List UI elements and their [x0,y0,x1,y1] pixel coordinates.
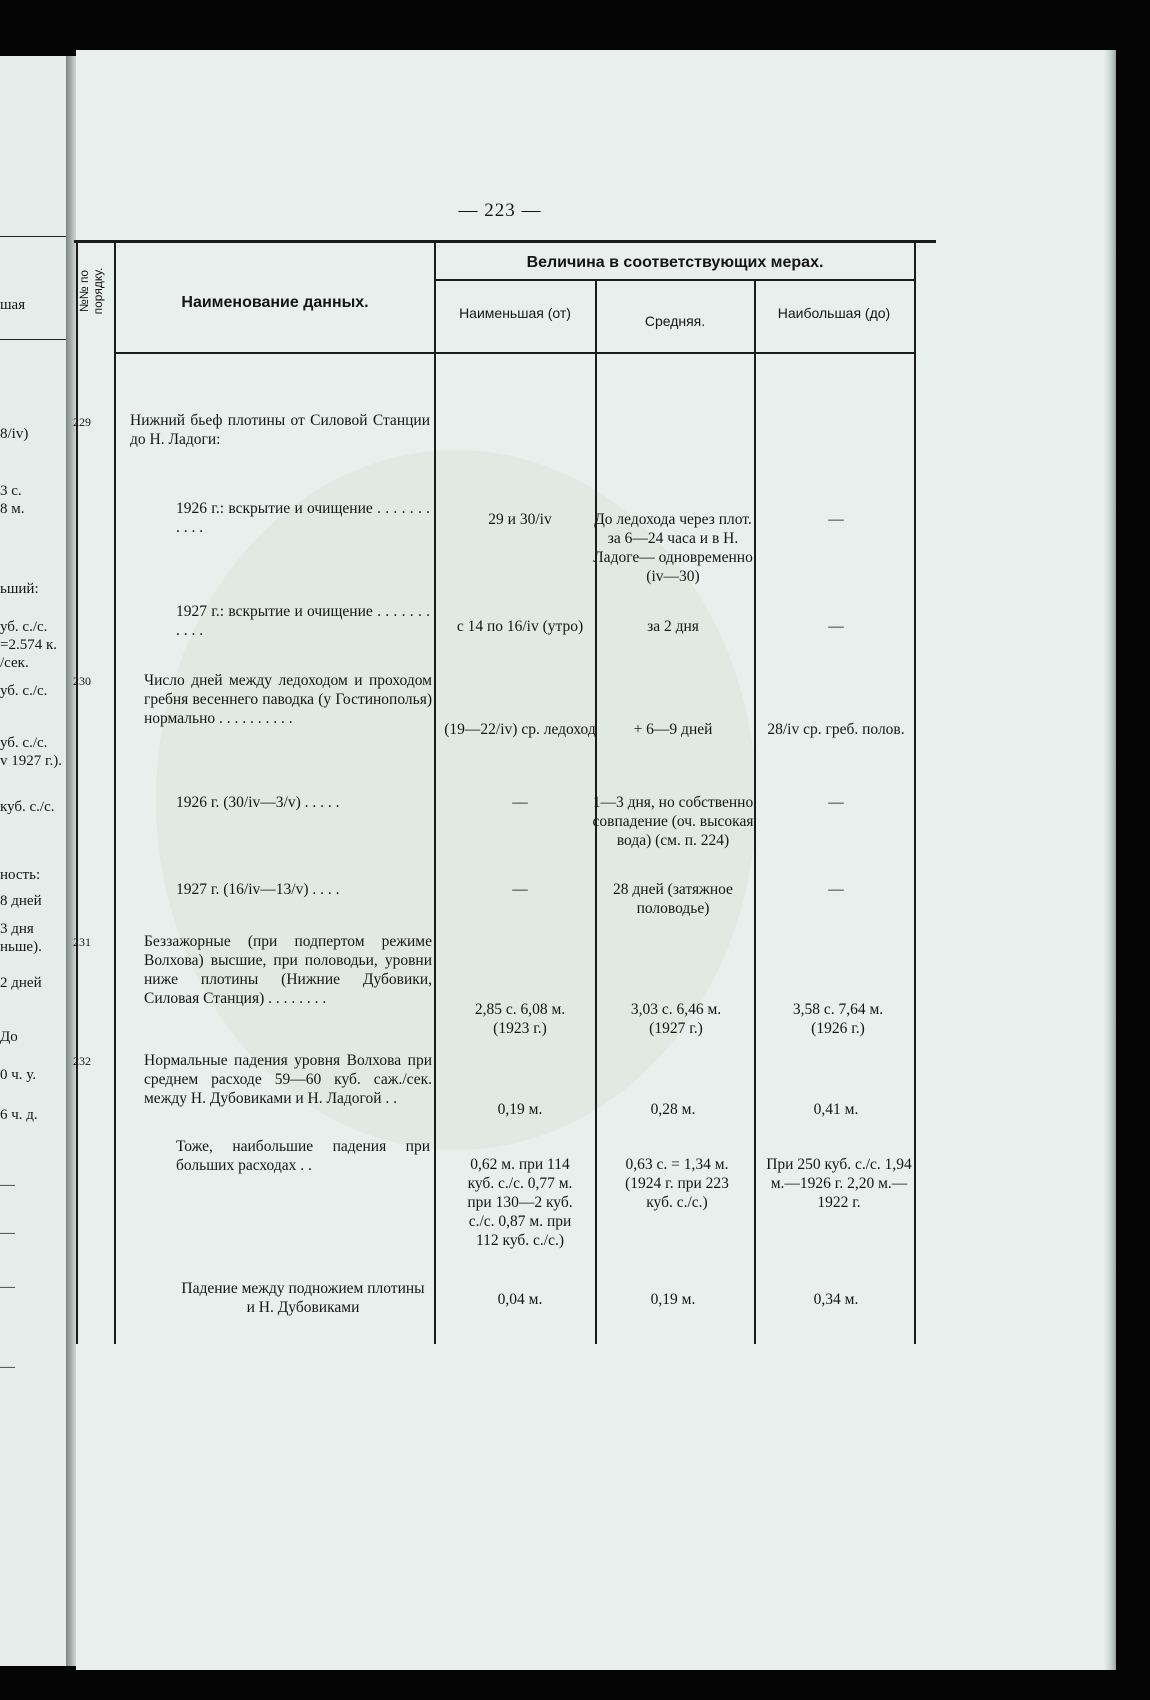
row-number: 232 [73,1054,91,1068]
row-max: При 250 куб. с./с. 1,94 м.—1926 г. 2,20 м.—1922 г. [766,1156,912,1211]
row-avg: 0,19 м. [650,1291,696,1308]
row-min: (19—22/iv) ср. ледоход [444,721,596,738]
row-name: Нижний бьеф плотины от Силовой Станции до Н. Ладоги: [130,412,430,448]
left-fragment: 3 с. [0,483,22,499]
left-fragment: уб. с./с. [0,683,48,699]
left-fragment: 8 дней [0,893,42,909]
row-max: 0,41 м. [813,1101,859,1118]
left-fragment: уб. с./с. [0,619,48,635]
left-fragment: куб. с./с. [0,799,55,815]
row-avg: 0,63 с. = 1,34 м. (1924 г. при 223 куб. с./с.) [625,1156,729,1211]
row-avg: 1—3 дня, но собственно совпадение (оч. высокая вода) (см. п. 224) [592,794,754,849]
row-min: 2,85 с. 6,08 м. (1923 г.) [474,1001,566,1037]
group-header: Величина в соответствующих мерах. [526,254,824,271]
row-max: — [828,881,844,898]
row-min: 0,04 м. [497,1291,543,1308]
page-edge [1104,50,1116,1670]
min-header: Наименьшая (от) [459,305,571,321]
name-header: Наименование данных. [181,294,369,311]
row-avg: До ледохода через плот. за 6—24 часа и в Н. Ладоге— одновременно (iv—30) [593,511,753,585]
left-fragment: шая [0,297,26,313]
row-max: — [828,794,844,811]
max-header: Наибольшая (до) [777,305,891,321]
row-number-header: №№ по порядку. [77,267,105,315]
left-page-fragment [0,56,68,1666]
row-number: 230 [73,674,91,688]
left-fragment: ьший: [0,581,39,597]
left-fragment: ньше). [0,939,42,955]
row-max: — [828,618,844,635]
avg-header: Средняя. [644,313,706,329]
left-fragment: v 1927 г.). [0,753,62,769]
row-max: 28/iv ср. греб. полов. [767,721,905,738]
row-name: Тоже, наибольшие падения при больших расходах . . [176,1138,430,1174]
row-max: 0,34 м. [813,1291,859,1308]
left-fragment: 8/iv) [0,426,29,442]
row-max: 3,58 с. 7,64 м. (1926 г.) [792,1001,884,1037]
left-fragment: =2.574 к. [0,637,57,653]
left-fragment: 8 м. [0,501,25,517]
row-name: Нормальные падения уровня Волхова при среднем расходе 59—60 куб. саж./сек. между Н. Дубовиками и Н. Ладогой . . [144,1052,432,1107]
left-fragment: ность: [0,867,41,883]
left-fragment: уб. с./с. [0,735,48,751]
row-name: 1927 г.: вскрытие и очищение . . . . . . . . . . . [176,603,430,639]
left-fragment: 6 ч. д. [0,1107,38,1123]
page-number: — 223 — [458,200,542,221]
row-avg: 3,03 с. 6,46 м. (1927 г.) [630,1001,722,1037]
row-name: Падение между подножием плотины и Н. Дубовиками [181,1280,425,1316]
row-avg: 0,28 м. [650,1101,696,1118]
left-fragment: — [0,1279,15,1295]
row-avg: 28 дней (затяжное половодье) [613,881,733,917]
row-min: с 14 по 16/iv (утро) [456,618,584,635]
row-min: 29 и 30/iv [488,511,552,528]
row-min: 0,62 м. при 114 куб. с./с. 0,77 м. при 130—2 куб. с./с. 0,87 м. при 112 куб. с./с.) [467,1156,573,1249]
left-fragment: — [0,1177,15,1193]
row-number: 231 [73,935,91,949]
row-name: 1926 г. (30/iv—3/v) . . . . . [176,794,340,811]
left-fragment: /сек. [0,655,29,671]
row-min: 0,19 м. [497,1101,543,1118]
row-name: Беззажорные (при подпертом режиме Волхова) высшие, при половодьи, уровни ниже плотины (Нижние Дубовики, Силовая Станция) . . . . . . . . [144,933,432,1007]
left-fragment: — [0,1359,15,1375]
row-number: 229 [73,415,91,429]
left-fragment: До [0,1029,18,1045]
left-fragment: 3 дня [0,921,34,937]
row-avg: за 2 дня [647,618,699,635]
row-name: 1927 г. (16/iv—13/v) . . . . [176,881,340,898]
row-min: — [512,881,528,898]
row-name: 1926 г.: вскрытие и очищение . . . . . . . . . . . [176,500,430,536]
left-fragment: — [0,1225,15,1241]
row-min: — [512,794,528,811]
row-max: — [828,511,844,528]
left-fragment: 2 дней [0,975,42,991]
row-avg: + 6—9 дней [633,721,713,738]
left-fragment: 0 ч. у. [0,1067,37,1083]
row-name: Число дней между ледоходом и проходом гребня весеннего паводка (у Гостинополья) нормально . . . . . . . . . . [144,672,432,727]
